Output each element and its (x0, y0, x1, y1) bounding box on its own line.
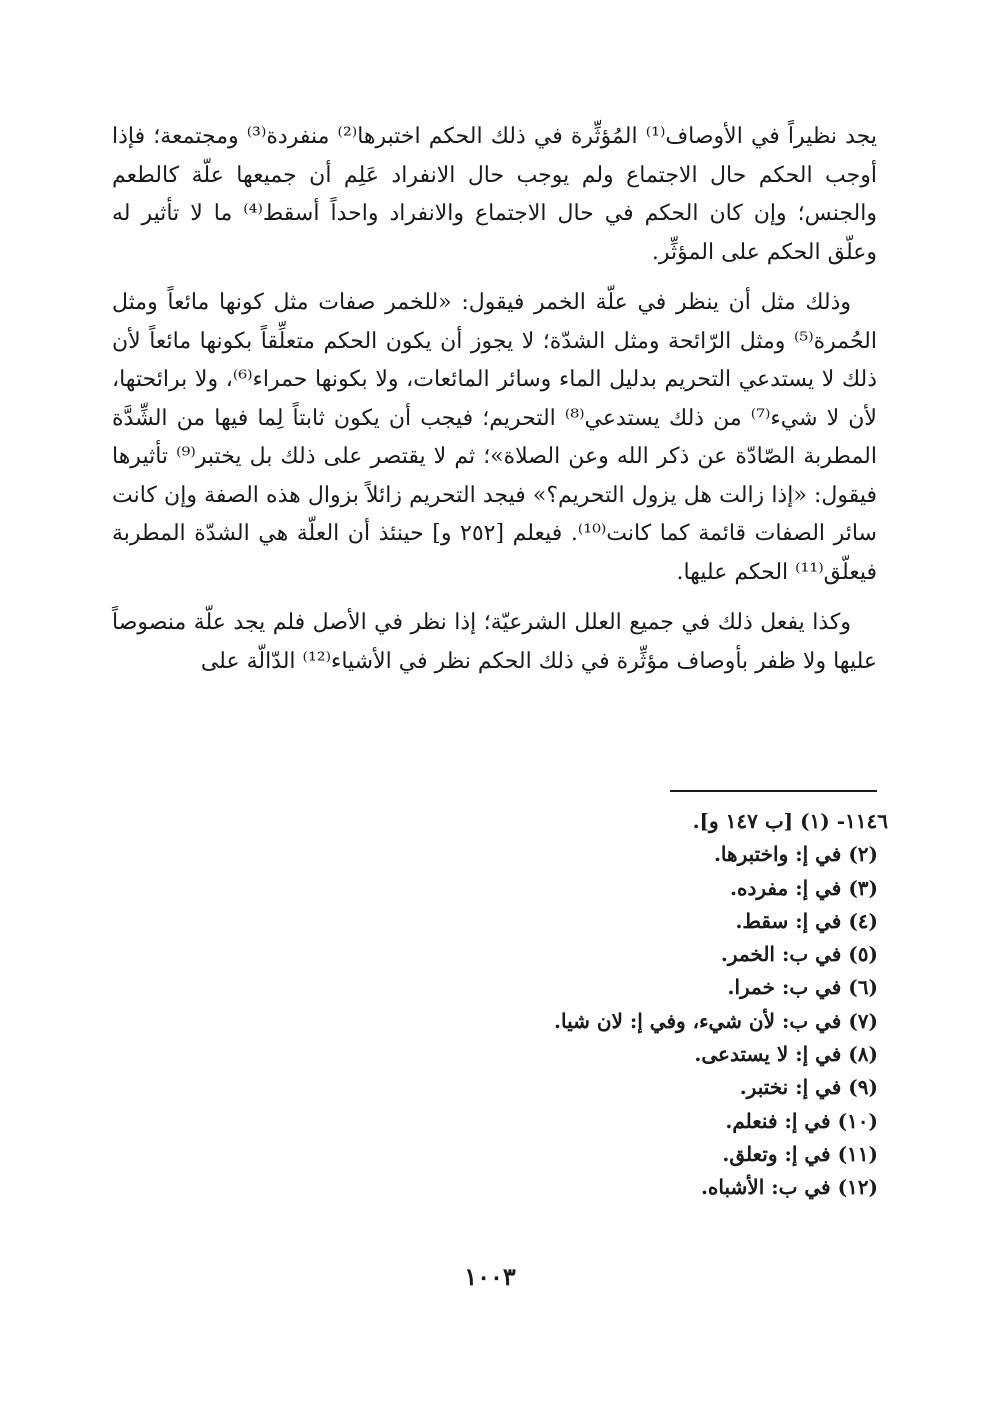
paragraph-2: وذلك مثل أن ينظر في علّة الخمر فيقول: «للخمر صفات مثل كونها مائعاً ومثل الحُمرة⁽⁵⁾ ومثل الرّائحة ومثل الشدّة؛ لا يجوز أن يكون الحكم متعلِّقاً بكونها مائعاً لأن ذلك لا يستدعي التحريم بدليل الماء وسائر المائعات، ولا بكونها حمراء⁽⁶⁾، ولا برائحتها، لأن لا شيء⁽⁷⁾ من ذلك يستدعي⁽⁸⁾ التحريم؛ فيجب أن يكون ثابتاً لِما فيها من الشِّدَّة المطربة الصّادّة عن ذكر الله وعن الصلاة»؛ ثم لا يقتصر على ذلك بل يختبر⁽⁹⁾ تأثيرها فيقول: «إذا زالت هل يزول التحريم؟» فيجد التحريم زائلاً بزوال هذه الصفة وإن كانت سائر الصفات قائمة كما كانت⁽¹⁰⁾. فيعلم [٢٥٢ و] حينئذ أن العلّة هي الشدّة المطربة فيعلّق⁽¹¹⁾ الحكم عليها. (112, 290, 878, 585)
page-number: ١٠٠٣ (464, 1262, 516, 1291)
footnote-12: (١٢) في ب: الأشباه. (700, 1175, 878, 1200)
footnote-separator (670, 790, 877, 792)
footnote-6: (٦) في ب: خمرا. (727, 975, 878, 1000)
paragraph-3: وكذا يفعل ذلك في جميع العلل الشرعيّة؛ إذا نظر في الأصل فلم يجد علّة منصوصاً عليها ولا ظفر بأوصاف مؤثِّرة في ذلك الحكم نظر في الأشياء⁽¹²⁾ الدّالّة على (112, 610, 877, 674)
footnote-11: (١١) في إ: وتعلق. (722, 1141, 878, 1166)
footnote-3: (٣) في إ: مفرده. (730, 875, 878, 900)
paragraph-1: يجد نظيراً في الأوصاف⁽¹⁾ المُؤثِّرة في ذلك الحكم اختبرها⁽²⁾ منفردة⁽³⁾ ومجتمعة؛ فإذا أوجب الحكم حال الاجتماع ولم يوجب حال الانفراد عَلِم أن جميعها علّة كالطعم والجنس؛ وإن كان الحكم في حال الاجتماع والانفراد واحداً أسقط⁽⁴⁾ ما لا تأثير له وعلّق الحكم على المؤثِّر. (112, 124, 877, 265)
footnote-5: (٥) في ب: الخمر. (720, 942, 878, 967)
footnote-4: (٤) في إ: سقط. (735, 908, 878, 933)
footnotes (300, 805, 888, 1205)
footnote-8: (٨) في إ: لا يستدعى. (694, 1042, 878, 1067)
main-text (112, 118, 877, 693)
footnote-10: (١٠) في إ: فنعلم. (725, 1108, 878, 1133)
footnote-1: ١١٤٦- (١) [ب ١٤٧ و]. (692, 809, 888, 833)
footnote-7: (٧) في ب: لأن شيء، وفي إ: لان شيا. (554, 1008, 878, 1033)
footnote-9: (٩) في إ: نختبر. (739, 1075, 878, 1100)
footnote-2: (٢) في إ: واختبرها. (713, 842, 878, 867)
